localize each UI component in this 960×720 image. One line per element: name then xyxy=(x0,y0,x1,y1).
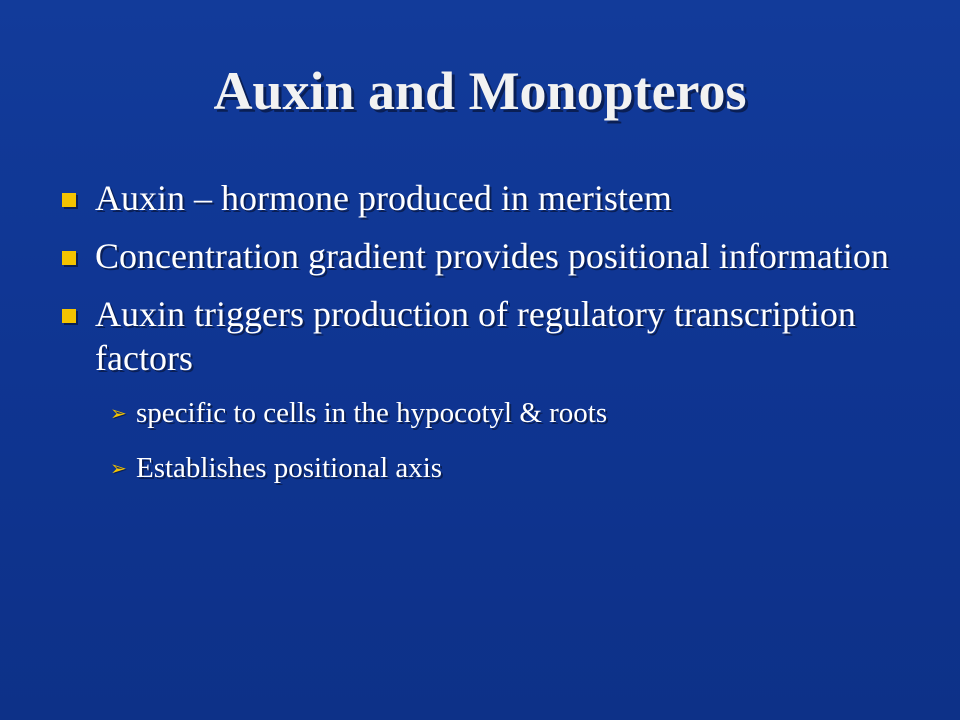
bullet-item xyxy=(60,292,910,380)
sub-bullet-item xyxy=(60,449,910,487)
bullet-text: Concentration gradient provides positional information xyxy=(95,236,889,276)
bullet-text: Auxin triggers production of regulatory transcription factors xyxy=(95,294,856,378)
bullet-item xyxy=(60,176,910,220)
slide-body xyxy=(60,176,910,504)
arrow-bullet-icon: ➢ xyxy=(110,458,127,480)
arrow-bullet-icon: ➢ xyxy=(110,403,127,425)
bullet-text: Auxin – hormone produced in meristem xyxy=(95,178,672,218)
square-bullet-icon xyxy=(62,251,76,265)
square-bullet-icon xyxy=(62,193,76,207)
sub-bullet-text: specific to cells in the hypocotyl & roots xyxy=(136,397,608,429)
sub-bullet-item xyxy=(60,394,910,432)
square-bullet-icon xyxy=(62,309,76,323)
sub-bullet-text: Establishes positional axis xyxy=(136,452,443,484)
slide-title: Auxin and Monopteros xyxy=(213,61,747,121)
bullet-item xyxy=(60,234,910,278)
